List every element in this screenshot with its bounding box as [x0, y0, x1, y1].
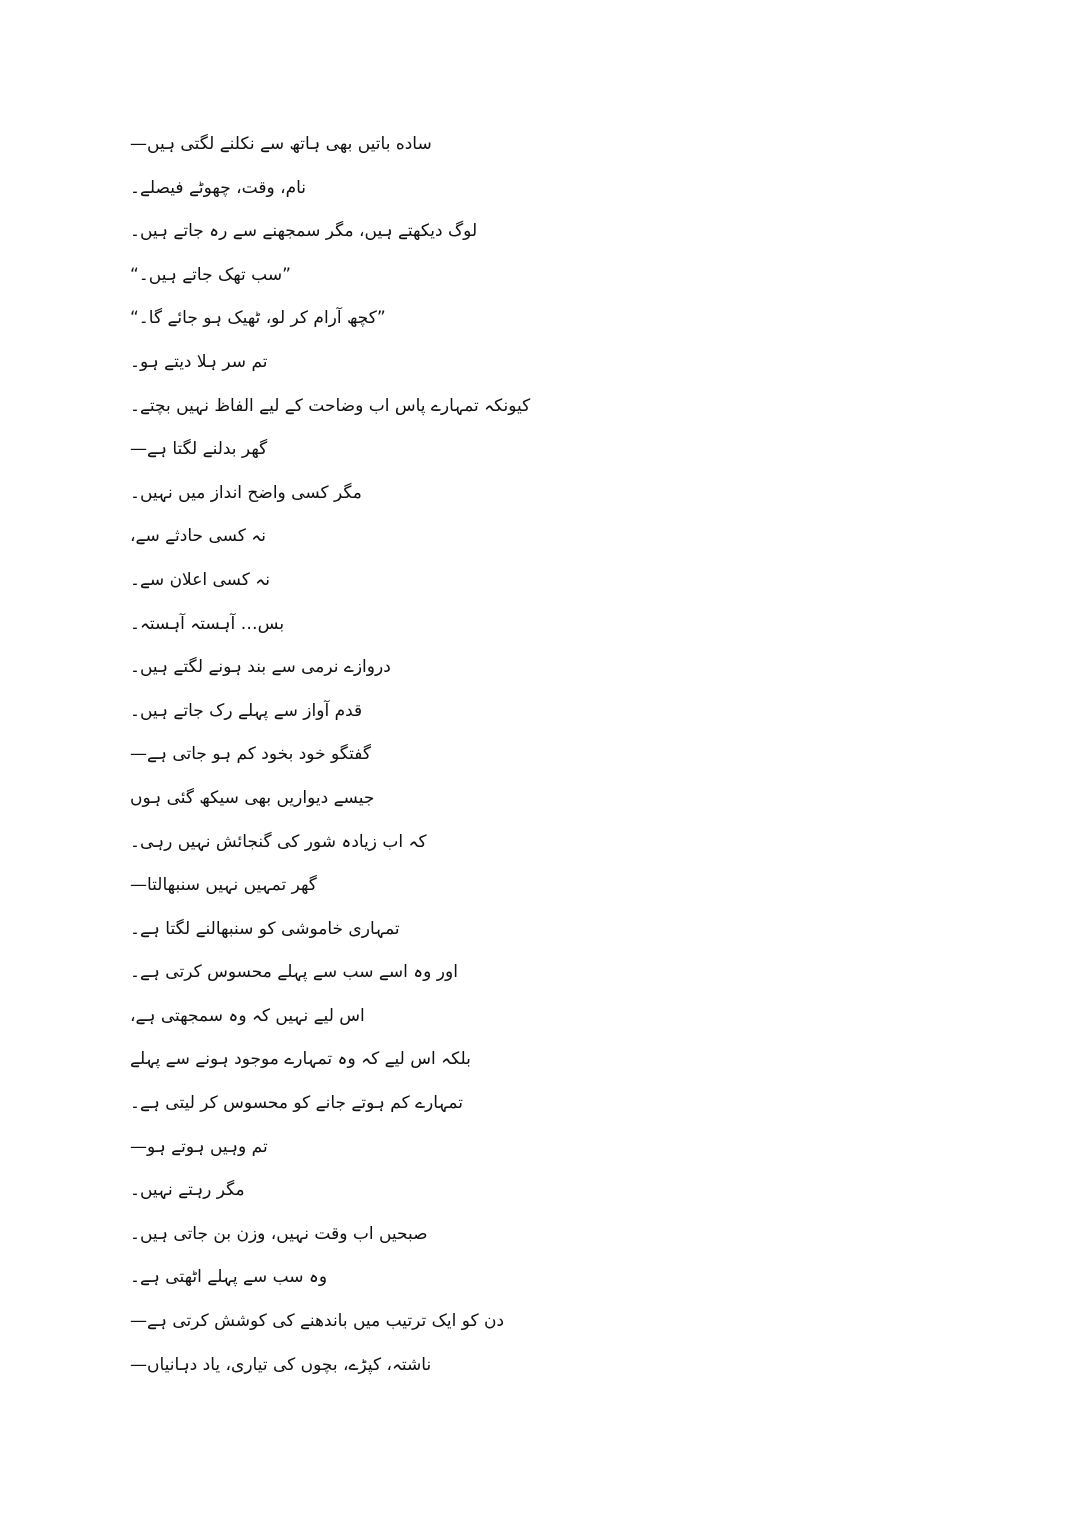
text-line: مگر کسی واضح انداز میں نہیں۔: [130, 482, 362, 503]
poem-lines: [130, 126, 590, 1390]
text-line: دروازے نرمی سے بند ہونے لگتے ہیں۔: [130, 657, 391, 678]
text-line: لوگ دیکھتے ہیں، مگر سمجھنے سے رہ جاتے ہیں۔: [130, 221, 478, 242]
text-line: گفتگو خود بخود کم ہو جاتی ہے—: [130, 744, 371, 765]
text-line: گھر بدلنے لگتا ہے—: [130, 439, 268, 460]
text-line: صبحیں اب وقت نہیں، وزن بن جاتی ہیں۔: [130, 1223, 428, 1244]
text-line: مگر رہتے نہیں۔: [130, 1180, 245, 1201]
text-line: ”سب تھک جاتے ہیں۔“: [130, 264, 291, 285]
text-line: نہ کسی حادثے سے،: [130, 526, 266, 547]
text-line: تمہارے کم ہوتے جانے کو محسوس کر لیتی ہے۔: [130, 1093, 463, 1114]
text-line: اس لیے نہیں کہ وہ سمجھتی ہے،: [130, 1005, 365, 1026]
text-line: نام، وقت، چھوٹے فیصلے۔: [130, 177, 307, 198]
text-line: جیسے دیواریں بھی سیکھ گئی ہوں: [130, 787, 375, 808]
text-line: بس… آہستہ آہستہ۔: [130, 613, 285, 634]
text-line: نہ کسی اعلان سے۔: [130, 569, 270, 590]
text-line: دن کو ایک ترتیب میں باندھنے کی کوشش کرتی ہے—: [130, 1311, 505, 1332]
text-line: کہ اب زیادہ شور کی گنجائش نہیں رہی۔: [130, 831, 427, 852]
text-line: بلکہ اس لیے کہ وہ تمہارے موجود ہونے سے پہلے: [130, 1049, 471, 1070]
text-line: ناشتہ، کپڑے، بچوں کی تیاری، یاد دہانیاں—: [130, 1354, 432, 1375]
text-line: وہ سب سے پہلے اٹھتی ہے۔: [130, 1267, 328, 1288]
text-line: تم وہیں ہوتے ہو—: [130, 1136, 268, 1157]
text-line: اور وہ اسے سب سے پہلے محسوس کرتی ہے۔: [130, 962, 458, 983]
text-line: گھر تمہیں نہیں سنبھالتا—: [130, 875, 317, 896]
text-line: قدم آواز سے پہلے رک جاتے ہیں۔: [130, 700, 363, 721]
text-line: تم سر ہلا دیتے ہو۔: [130, 351, 268, 372]
text-line: ”کچھ آرام کر لو، ٹھیک ہو جائے گا۔“: [130, 308, 386, 329]
text-line: ساده باتیں بھی ہاتھ سے نکلنے لگتی ہیں—: [130, 134, 432, 154]
text-line: تمہاری خاموشی کو سنبھالنے لگتا ہے۔: [130, 918, 400, 939]
text-line: کیونکہ تمہارے پاس اب وضاحت کے لیے الفاظ نہیں بچتے۔: [130, 395, 531, 416]
